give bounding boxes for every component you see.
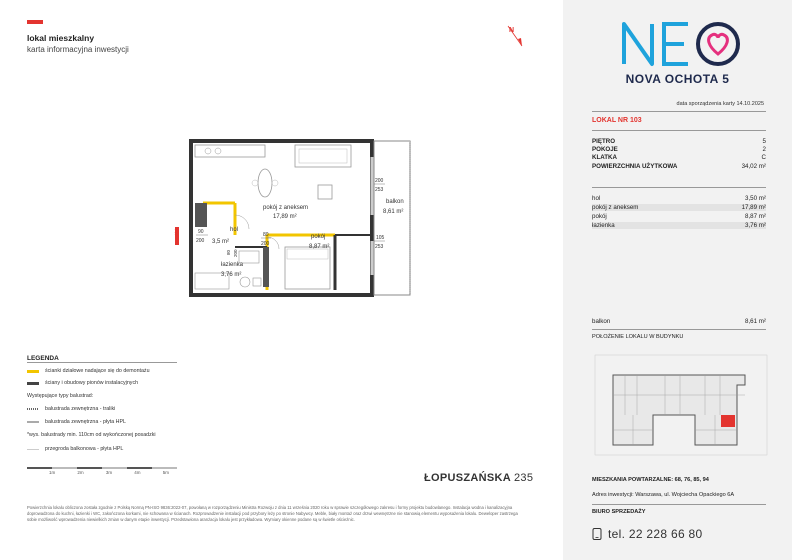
balcony-row: balkon 8,61 m² (592, 318, 766, 325)
dim-window-1-width: 200 (375, 178, 384, 184)
room2-area: 8,87 m² (309, 244, 330, 250)
brand-accent-bar (27, 20, 43, 24)
entry-label: wejście (174, 227, 178, 239)
floor-plan (175, 135, 430, 300)
phone-icon (592, 528, 602, 540)
hol-name: hol (230, 227, 239, 233)
project-street: ŁOPUSZAŃSKA 235 (424, 472, 534, 484)
installation-shaft (195, 203, 207, 227)
legend-item-partition: przegroda balkonowa - płyta HPL (27, 446, 123, 452)
neo-logo (618, 18, 758, 70)
dim-door-room-width: 80 (263, 232, 269, 238)
sales-phone[interactable]: tel. 22 228 66 80 (592, 527, 703, 541)
room-living: pokój z aneksem 17,89 m² (592, 204, 766, 211)
legend-note-height: *wys. balustrady min. 110cm od wykończonej posadzki (27, 432, 156, 438)
legend-item-walls: ściany i obudowy pionów instalacyjnych (27, 380, 138, 386)
scale-labels: 1m 2m 3m 4m 5m (49, 470, 169, 475)
prop-rooms: POKOJE 2 (592, 146, 766, 153)
dim-window-2-height: 253 (375, 244, 384, 250)
legend-divider (27, 362, 177, 363)
apartment-location-marker (721, 415, 735, 427)
location-title: POŁOŻENIE LOKALU W BUDYNKU (592, 334, 684, 340)
bed (285, 247, 330, 289)
legend-item-removable: ścianki działowe nadające się do demontażu (27, 368, 150, 374)
north-label: N (509, 27, 515, 34)
dim-window-2-width: 105 (376, 235, 385, 241)
legend-title: LEGENDA (27, 355, 59, 362)
sofa (295, 145, 351, 167)
page-subtitle: karta informacyjna inwestycji (27, 45, 129, 54)
room2-name: pokój (311, 234, 326, 240)
balcony-name: balkon (386, 199, 404, 205)
bath-name: łazienka (221, 262, 244, 268)
kitchen-counter (195, 145, 265, 157)
footnote: Powierzchnia lokalu obliczona została zgodnie z Polską Normą PN-ISO 9836:2022-07, powołaną w rozporządzeniu Ministra Rozwoju z dnia 11 września 2020 roku w sprawie szczegółowego zakresu i formy projektu budowlanego. Instalacja wodna i kanalizacyjna doprowadzona do kuchni, łazienki i WC, zakończona korkami, nie schowana w ścianach. Rozprowadzenie instalacji pod przybory leży po stronie Nabywcy. Meble, biały montaż oraz drzwi wewnętrzne nie stanowią elementu wyposażenia lokalu. Deweloper zastrzega sobie możliwość wprowadzenia niewielkich zmian w danym etapie inwestycji. Przedstawiona aranżacja lokalu jest przykładowa. Wymiary okienne podane są w świetle ościeżnic. (27, 505, 518, 522)
coffee-table (318, 185, 332, 199)
toilet (240, 277, 250, 287)
room1-area: 17,89 m² (273, 214, 297, 220)
building-location-plan (595, 355, 767, 455)
dim-door-bath-height: 200 (233, 249, 238, 257)
room-hol: hol 3,50 m² (592, 195, 766, 202)
sales-office-title: BIURO SPRZEDAŻY (592, 509, 646, 515)
prop-floor: PIĘTRO 5 (592, 138, 766, 145)
prop-area: POWIERZCHNIA UŻYTKOWA 34,02 m² (592, 163, 766, 170)
dining-table (258, 169, 272, 197)
room-bedroom: pokój 8,87 m² (592, 213, 766, 220)
legend-item-railing-hpl: balustrada zewnętrzna - płyta HPL (27, 419, 126, 425)
dim-door-room-height: 200 (261, 241, 270, 247)
repeat-apartments: MIESZKANIA POWTARZALNE: 68, 76, 85, 94 (592, 477, 709, 483)
balcony-area: 8,61 m² (383, 209, 404, 215)
brand-name: NOVA OCHOTA 5 (625, 72, 730, 86)
bath-area: 3,76 m² (221, 272, 242, 278)
dim-door-entry-width: 90 (198, 229, 204, 235)
room1-name: pokój z aneksem (263, 205, 309, 211)
investment-address: Adres inwestycji: Warszawa, ul. Wojciecha Opackiego 6A (592, 492, 735, 498)
hol-area: 3,5 m² (212, 239, 230, 245)
prop-staircase: KLATKA C (592, 154, 766, 161)
dim-window-1-height: 253 (375, 187, 384, 193)
sink (253, 278, 261, 286)
legend-item-types: Występujące typy balustrad: (27, 393, 94, 399)
balcony-outline (374, 141, 410, 295)
page-title: lokal mieszkalny (27, 33, 95, 43)
room-bathroom: łazienka 3,76 m² (592, 222, 766, 229)
dim-door-bath-width: 80 (226, 249, 231, 255)
lokal-number: LOKAL NR 103 (592, 117, 642, 124)
dim-door-entry-height: 200 (196, 238, 205, 244)
card-date: data sporządzenia karty 14.10.2025 (676, 101, 764, 107)
legend-item-railing-bars: balustrada zewnętrzna - traliki (27, 406, 115, 412)
north-arrow-icon (500, 20, 530, 50)
